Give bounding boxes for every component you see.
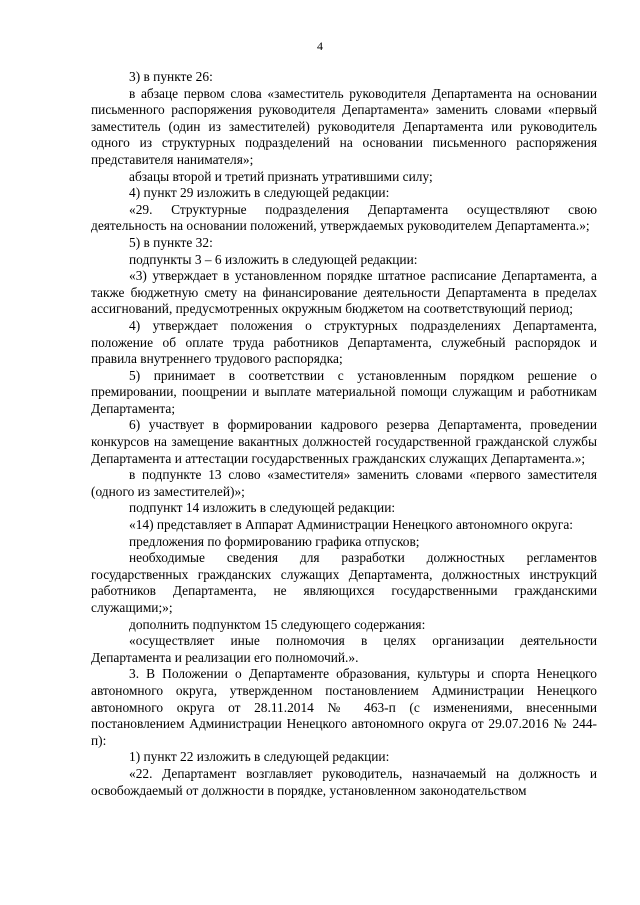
paragraph: «осуществляет иные полномочия в целях организации деятельности Департамента и реализации его полномочий.». (91, 633, 597, 665)
paragraph: 6) участвует в формировании кадрового резерва Департамента, проведении конкурсов на замещение вакантных должностей государственной гражданской службы Департамента и аттестации государственных гражданских служащих Департамента.»; (91, 417, 597, 466)
paragraph: «14) представляет в Аппарат Администрации Ненецкого автономного округа: (129, 517, 574, 533)
paragraph: «29. Структурные подразделения Департамента осуществляют свою деятельность на основании положений, утверждаемых руководителем Департамента.»; (91, 201, 597, 234)
paragraph: в абзаце первом слова «заместитель руководителя Департамента на основании письменного распоряжения руководителя Департамента» заменить словами «первый заместитель (один из заместителей) руководителя Департамента или руководитель одного из структурных подразделений на основании письменного распоряжения представителя нанимателя»; (91, 85, 597, 167)
paragraph: необходимые сведения для разработки должностных регламентов государственных гражданских служащих Департамента, должностных инструкций работников Департамента, не являющихся государственными гражданскими служащими;»; (91, 550, 597, 615)
paragraph: 5) принимает в соответствии с установленным порядком решение о премировании, поощрении и выплате материальной помощи служащим и работникам Департамента; (91, 367, 597, 416)
paragraph: «3) утверждает в установленном порядке штатное расписание Департамента, а также бюджетную смету на финансирование деятельности Департамента в пределах ассигнований, предусмотренных окружным бюджетом на соответствующий период; (91, 268, 597, 317)
paragraph: предложения по формированию графика отпусков; (129, 533, 420, 549)
paragraph: 5) в пункте 32: (129, 234, 213, 250)
paragraph: 3. В Положении о Департаменте образования, культуры и спорта Ненецкого автономного округа, утвержденном постановлением Администрации Ненецкого автономного округа от 28.11.2014 № 463-п (с изменениями, внесенными постановлением Администрации Ненецкого автономного округа от 29.07.2016 № 244-п): (91, 666, 597, 748)
paragraph: в подпункте 13 слово «заместителя» заменить словами «первого заместителя (одного из заместителей)»; (91, 467, 597, 499)
paragraph: подпункт 14 изложить в следующей редакции: (129, 500, 396, 516)
paragraph: 3) в пункте 26: (129, 69, 213, 84)
document-body (91, 69, 597, 799)
paragraph: «22. Департамент возглавляет руководитель, назначаемый на должность и освобождаемый от должности в порядке, установленном законодательством (91, 765, 597, 798)
paragraph: абзацы второй и третий признать утратившими силу; (129, 168, 433, 184)
paragraph: дополнить подпунктом 15 следующего содержания: (129, 616, 426, 632)
page-number: 4 (317, 39, 323, 53)
paragraph: 4) утверждает положения о структурных подразделениях Департамента, положение об оплате труда работников Департамента, служебный распорядок и правила внутреннего трудового распорядка; (91, 317, 597, 367)
paragraph: 4) пункт 29 изложить в следующей редакции: (129, 185, 390, 201)
paragraph: 1) пункт 22 изложить в следующей редакции: (129, 749, 390, 765)
paragraph: подпункты 3 – 6 изложить в следующей редакции: (129, 251, 418, 267)
